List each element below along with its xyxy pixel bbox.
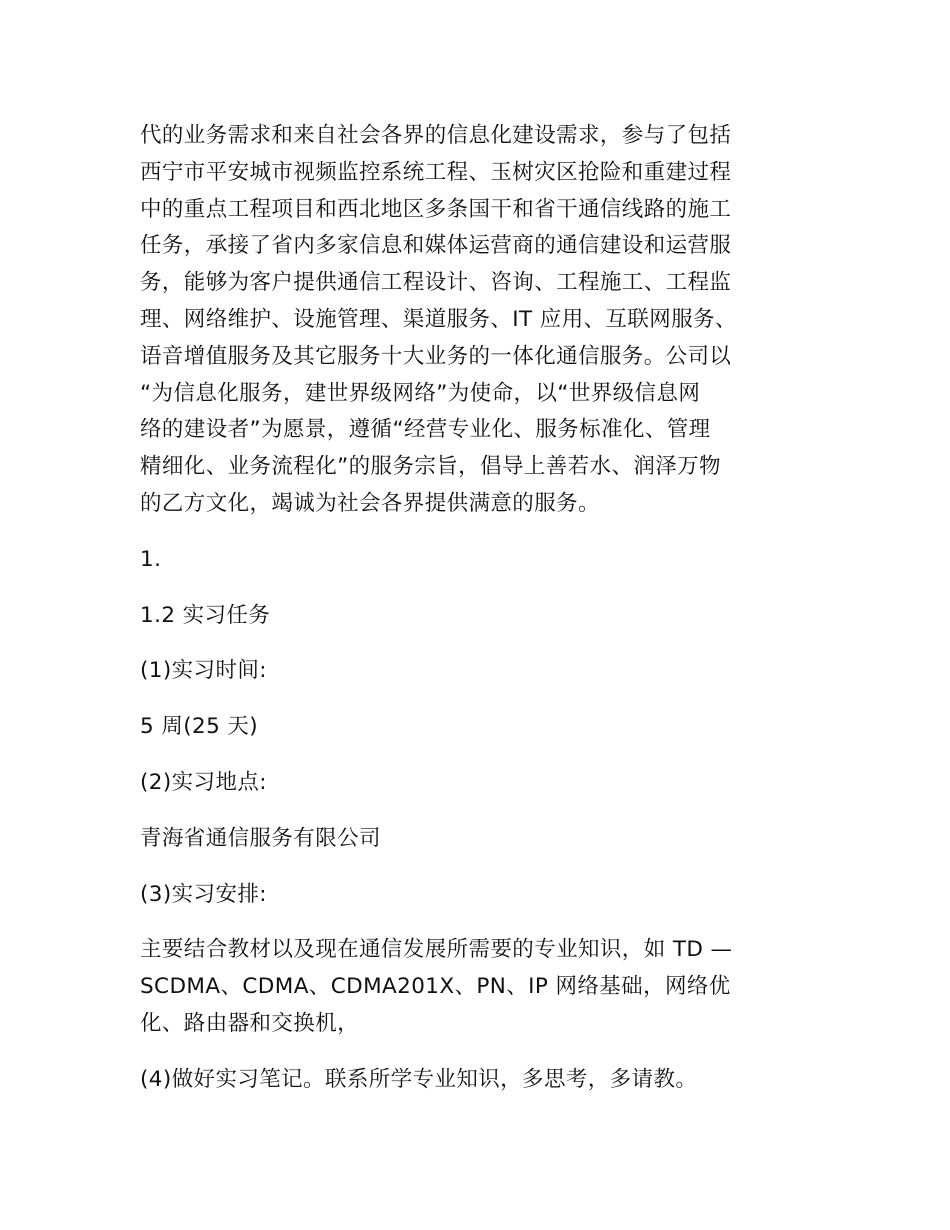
item2-value: 青海省通信服务有限公司 bbox=[140, 825, 381, 851]
item2-label: (2)实习地点: bbox=[140, 769, 267, 795]
paragraph-line: “为信息化服务，建世界级网络”为使命，以“世界级信息网 bbox=[140, 380, 701, 406]
paragraph-line: 代的业务需求和来自社会各界的信息化建设需求，参与了包括 bbox=[140, 123, 732, 148]
document-body bbox=[140, 118, 820, 1099]
paragraph-line: 络的建设者”为愿景，遵循“经营专业化、服务标准化、管理 bbox=[140, 417, 711, 443]
paragraph-line: 化、路由器和交换机， bbox=[140, 1010, 360, 1036]
subsection-heading: 1.2 实习任务 bbox=[140, 602, 271, 628]
paragraph-line: 理、网络维护、设施管理、渠道服务、IT 应用、互联网服务、 bbox=[140, 306, 737, 332]
paragraph-line: SCDMA、CDMA、CDMA201X、PN、IP 网络基础，网络优 bbox=[140, 974, 731, 1000]
paragraph-line: 西宁市平安城市视频监控系统工程、玉树灾区抢险和重建过程 bbox=[140, 159, 732, 185]
paragraph-line: 精细化、业务流程化”的服务宗旨，倡导上善若水、润泽万物 bbox=[140, 454, 721, 480]
item3-value bbox=[140, 932, 820, 1042]
paragraph-line: 中的重点工程项目和西北地区多条国干和省干通信线路的施工 bbox=[140, 196, 732, 222]
intro-paragraph bbox=[140, 118, 820, 523]
paragraph-line: 语音增值服务及其它服务十大业务的一体化通信服务。公司以 bbox=[140, 343, 732, 369]
paragraph-line: 主要结合教材以及现在通信发展所需要的专业知识，如 TD — bbox=[140, 937, 733, 963]
item3-label: (3)实习安排: bbox=[140, 881, 267, 907]
item1-label: (1)实习时间: bbox=[140, 658, 267, 684]
section-number: 1. bbox=[140, 546, 162, 572]
paragraph-line: 务，能够为客户提供通信工程设计、咨询、工程施工、工程监 bbox=[140, 270, 732, 296]
item1-value: 5 周(25 天) bbox=[140, 714, 259, 740]
paragraph-line: 任务，承接了省内多家信息和媒体运营商的通信建设和运营服 bbox=[140, 233, 732, 259]
paragraph-line: 的乙方文化，竭诚为社会各界提供满意的服务。 bbox=[140, 490, 600, 516]
item4-text: (4)做好实习笔记。联系所学专业知识，多思考，多请教。 bbox=[140, 1066, 698, 1092]
